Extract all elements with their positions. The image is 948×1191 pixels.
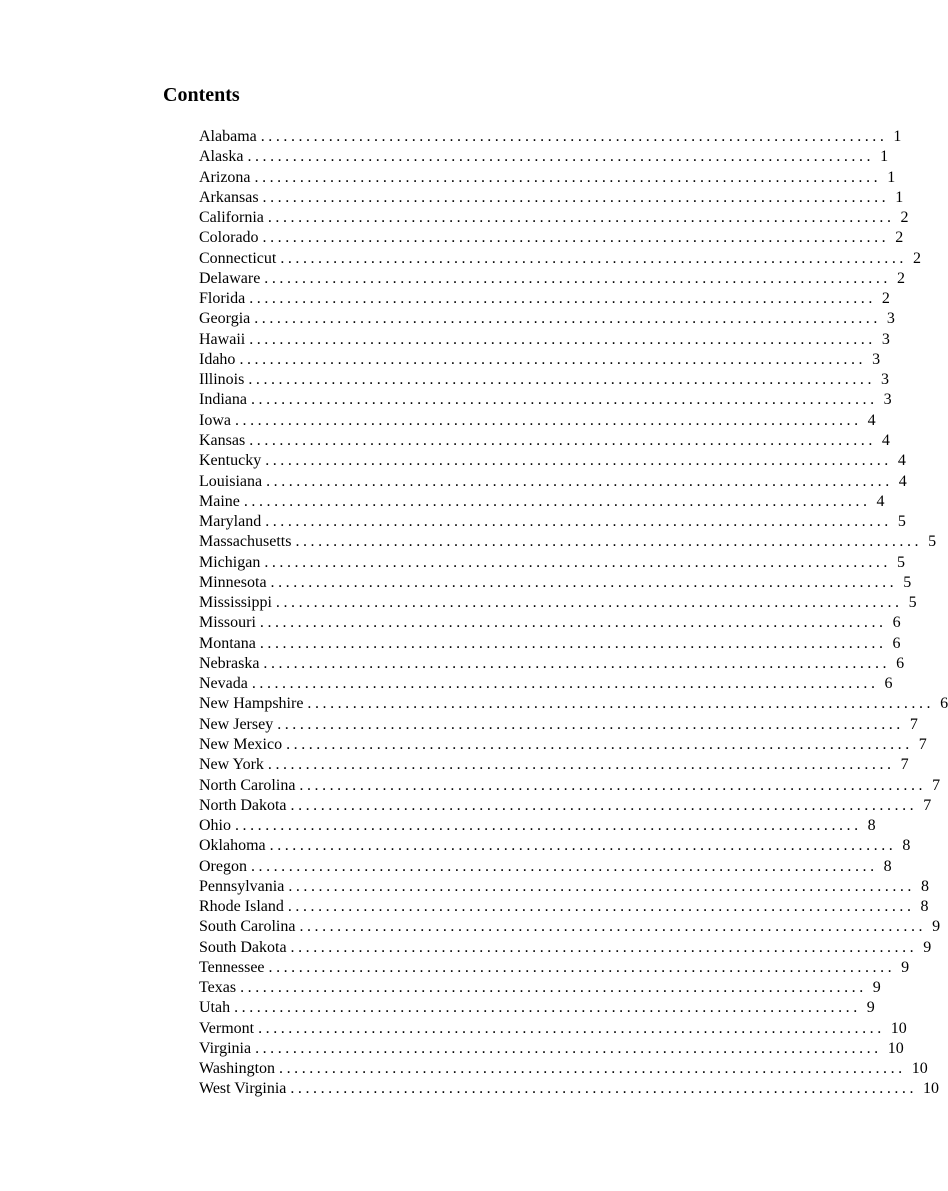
toc-entry-name: Louisiana: [199, 472, 263, 490]
toc-entry-name: Vermont: [199, 1019, 255, 1037]
toc-entry-page: 6: [896, 654, 905, 672]
toc-entry-name: Maryland: [199, 513, 262, 531]
toc-entry[interactable]: [199, 512, 906, 532]
toc-entry[interactable]: [199, 431, 890, 451]
toc-entry-page: 4: [876, 492, 885, 510]
toc-entry-name: Washington: [199, 1060, 276, 1078]
toc-entry[interactable]: [199, 553, 905, 573]
toc-entry[interactable]: [199, 1079, 940, 1099]
toc-entry-name: Idaho: [199, 350, 236, 368]
toc-entry-page: 3: [881, 330, 890, 348]
toc-leader: ...................................................................................: [254, 310, 881, 328]
toc-leader: ...................................................................................: [266, 472, 893, 490]
toc-leader: ...................................................................................: [249, 290, 876, 308]
toc-entry[interactable]: [199, 694, 948, 714]
toc-entry-name: Mississippi: [199, 594, 272, 612]
toc-leader: ...................................................................................: [267, 756, 895, 774]
toc-leader: ...................................................................................: [247, 148, 875, 166]
toc-entry[interactable]: [199, 816, 876, 836]
toc-leader: ...................................................................................: [262, 229, 890, 247]
toc-entry-page: 9: [872, 979, 881, 997]
toc-leader: ...................................................................................: [265, 452, 892, 470]
toc-entry[interactable]: [199, 857, 892, 877]
toc-entry-name: Montana: [199, 634, 256, 652]
toc-entry[interactable]: [199, 390, 892, 410]
toc-entry-name: Missouri: [199, 614, 256, 632]
toc-entry-name: North Carolina: [199, 776, 296, 794]
toc-entry[interactable]: [199, 897, 929, 917]
toc-leader: ...................................................................................: [250, 857, 878, 875]
toc-entry-page: 2: [896, 269, 905, 287]
toc-entry-name: South Dakota: [199, 938, 287, 956]
toc-entry-page: 3: [883, 391, 892, 409]
toc-leader: ...................................................................................: [243, 492, 871, 510]
toc-entry-name: Florida: [199, 290, 246, 308]
toc-entry[interactable]: [199, 269, 905, 289]
toc-entry-page: 3: [886, 310, 895, 328]
toc-entry-page: 6: [892, 614, 901, 632]
toc-leader: ...................................................................................: [290, 938, 918, 956]
toc-entry-name: Massachusetts: [199, 533, 292, 551]
toc-entry-page: 4: [897, 452, 906, 470]
toc-leader: ...................................................................................: [251, 675, 879, 693]
toc-leader: ...................................................................................: [295, 533, 923, 551]
toc-leader: ...................................................................................: [299, 918, 927, 936]
toc-entry[interactable]: [199, 836, 911, 856]
toc-entry-name: Colorado: [199, 229, 259, 247]
toc-leader: ...................................................................................: [239, 350, 867, 368]
toc-entry[interactable]: [199, 978, 881, 998]
toc-leader: ...................................................................................: [264, 269, 891, 287]
toc-entry[interactable]: [199, 958, 910, 978]
toc-entry[interactable]: [199, 654, 905, 674]
toc-entry-name: Nevada: [199, 675, 248, 693]
toc-entry-page: 7: [909, 715, 918, 733]
toc-leader: ...................................................................................: [288, 877, 915, 895]
toc-entry[interactable]: [199, 188, 904, 208]
toc-entry-page: 10: [887, 1039, 904, 1057]
toc-leader: ...................................................................................: [275, 594, 903, 612]
toc-entry-name: Iowa: [199, 411, 231, 429]
toc-entry-page: 9: [901, 958, 910, 976]
toc-entry-page: 10: [890, 1019, 907, 1037]
toc-entry[interactable]: [199, 755, 909, 775]
toc-entry-name: Arizona: [199, 168, 251, 186]
toc-entry-page: 8: [920, 898, 929, 916]
toc-entry-name: New Hampshire: [199, 695, 304, 713]
toc-leader: ...................................................................................: [250, 391, 878, 409]
toc-entry-page: 5: [903, 573, 912, 591]
toc-entry-page: 9: [932, 918, 941, 936]
toc-entry[interactable]: [199, 613, 901, 633]
toc-entry[interactable]: [199, 411, 876, 431]
toc-entry[interactable]: [199, 472, 907, 492]
toc-entry[interactable]: [199, 309, 895, 329]
toc-entry[interactable]: [199, 370, 889, 390]
toc-entry-name: Utah: [199, 999, 231, 1017]
toc-entry-name: Alabama: [199, 128, 257, 145]
toc-entry[interactable]: [199, 168, 896, 188]
toc-leader: ...................................................................................: [287, 898, 915, 916]
toc-entry[interactable]: [199, 249, 921, 269]
toc-entry[interactable]: [199, 735, 927, 755]
toc-entry-name: Minnesota: [199, 573, 267, 591]
toc-entry-page: 8: [883, 857, 892, 875]
toc-leader: ...................................................................................: [234, 999, 861, 1017]
toc-leader: ...................................................................................: [240, 979, 867, 997]
toc-entry-page: 2: [900, 209, 909, 227]
toc-entry-page: 9: [923, 938, 932, 956]
toc-leader: ...................................................................................: [255, 1039, 882, 1057]
toc-leader: ...................................................................................: [286, 735, 913, 753]
toc-entry-page: 4: [898, 472, 907, 490]
toc-entry-page: 5: [908, 594, 917, 612]
toc-entry[interactable]: [199, 228, 904, 248]
toc-entry-page: 10: [911, 1060, 928, 1078]
toc-leader: ...................................................................................: [260, 128, 888, 145]
toc-entry-name: Pennsylvania: [199, 877, 285, 895]
toc-leader: ...................................................................................: [249, 431, 876, 449]
toc-entry-page: 9: [866, 999, 875, 1017]
toc-entry-name: South Carolina: [199, 918, 296, 936]
toc-entry-page: 4: [881, 431, 890, 449]
toc-entry-name: West Virginia: [199, 1080, 287, 1098]
toc-entry-page: 2: [895, 229, 904, 247]
toc-entry-name: Oklahoma: [199, 837, 266, 855]
toc-entry-name: Maine: [199, 492, 240, 510]
toc-entry-page: 1: [895, 188, 904, 206]
toc-leader: ...................................................................................: [234, 411, 862, 429]
toc-leader: ...................................................................................: [290, 796, 918, 814]
toc-entry[interactable]: [199, 1019, 907, 1039]
toc-entry[interactable]: [199, 1039, 904, 1059]
toc-leader: ...................................................................................: [279, 1060, 906, 1078]
toc-leader: ...................................................................................: [280, 249, 907, 267]
toc-entry-page: 7: [918, 735, 927, 753]
toc-entry[interactable]: [199, 127, 902, 147]
toc-entry-name: Kansas: [199, 431, 246, 449]
toc-entry-name: Connecticut: [199, 249, 277, 267]
toc-entry[interactable]: [199, 877, 929, 897]
toc-entry-name: Hawaii: [199, 330, 246, 348]
toc-leader: ...................................................................................: [277, 715, 904, 733]
toc-entry[interactable]: [199, 998, 875, 1018]
toc-entry-name: Georgia: [199, 310, 251, 328]
toc-entry-page: 3: [881, 371, 889, 389]
toc-entry[interactable]: [199, 1059, 928, 1079]
toc-entry-name: North Dakota: [199, 796, 287, 814]
toc-leader: ...................................................................................: [259, 634, 887, 652]
toc-entry[interactable]: [199, 593, 917, 613]
toc-entry-name: Kentucky: [199, 452, 262, 470]
toc-entry[interactable]: [199, 776, 941, 796]
toc-entry[interactable]: [199, 208, 909, 228]
toc-entry-name: Texas: [199, 979, 237, 997]
toc-leader: ...................................................................................: [248, 371, 875, 389]
toc-entry-page: 7: [923, 796, 932, 814]
toc-leader: ...................................................................................: [259, 614, 887, 632]
toc-leader: ...................................................................................: [307, 695, 935, 713]
toc-leader: ...................................................................................: [264, 553, 891, 571]
toc-entry-name: New York: [199, 756, 264, 774]
toc-entry-name: Rhode Island: [199, 898, 284, 916]
toc-entry-page: 6: [884, 675, 893, 693]
toc-entry-name: Virginia: [199, 1039, 252, 1057]
toc-entry-page: 3: [872, 350, 881, 368]
toc-entry[interactable]: [199, 796, 932, 816]
toc-entry-name: Indiana: [199, 391, 247, 409]
toc-entry-page: 7: [932, 776, 941, 794]
toc-leader: ...................................................................................: [290, 1080, 918, 1098]
toc-entry-page: 5: [896, 553, 905, 571]
toc-entry-name: Tennessee: [199, 958, 265, 976]
toc-leader: ...................................................................................: [267, 209, 895, 227]
toc-entry-name: Delaware: [199, 269, 261, 287]
toc-leader: ...................................................................................: [262, 188, 890, 206]
toc-entry[interactable]: [199, 938, 932, 958]
toc-entry-name: California: [199, 209, 264, 227]
toc-entry[interactable]: [199, 330, 890, 350]
toc-entry[interactable]: [199, 289, 890, 309]
toc-entry-page: 2: [881, 290, 890, 308]
toc-entry[interactable]: [199, 917, 941, 937]
toc-entry-page: 8: [902, 837, 911, 855]
toc-entry-page: 1: [887, 168, 896, 186]
toc-list: [199, 127, 948, 1100]
toc-entry-name: Oregon: [199, 857, 247, 875]
toc-entry[interactable]: [199, 532, 937, 552]
toc-entry-name: Arkansas: [199, 188, 259, 206]
toc-entry[interactable]: [199, 492, 885, 512]
toc-entry-name: Nebraska: [199, 654, 260, 672]
toc-leader: ...................................................................................: [249, 330, 876, 348]
toc-leader: ...................................................................................: [270, 573, 898, 591]
toc-entry-page: 1: [880, 148, 889, 166]
toc-leader: ...................................................................................: [268, 958, 896, 976]
toc-entry-page: 1: [893, 128, 902, 145]
toc-entry[interactable]: [199, 674, 893, 694]
toc-entry[interactable]: [199, 573, 912, 593]
toc-entry-name: Ohio: [199, 817, 231, 835]
toc-entry-page: 5: [897, 513, 906, 531]
toc-heading: Contents: [163, 84, 240, 106]
toc-entry-name: New Jersey: [199, 715, 274, 733]
toc-entry-name: New Mexico: [199, 735, 283, 753]
toc-entry-page: 4: [867, 411, 876, 429]
toc-leader: ...................................................................................: [263, 654, 891, 672]
toc-entry-page: 6: [892, 634, 901, 652]
toc-entry[interactable]: [199, 634, 901, 654]
toc-entry-page: 6: [940, 695, 948, 713]
toc-entry-name: Illinois: [199, 371, 245, 389]
toc-entry[interactable]: [199, 350, 881, 370]
toc-leader: ...................................................................................: [265, 513, 892, 531]
toc-entry-page: 10: [923, 1080, 940, 1098]
toc-entry[interactable]: [199, 147, 889, 167]
toc-leader: ...................................................................................: [254, 168, 882, 186]
toc-entry-page: 7: [900, 756, 909, 774]
toc-leader: ...................................................................................: [258, 1019, 885, 1037]
toc-entry[interactable]: [199, 715, 918, 735]
toc-entry-name: Alaska: [199, 148, 244, 166]
toc-entry-page: 8: [867, 817, 876, 835]
toc-leader: ...................................................................................: [269, 837, 897, 855]
toc-leader: ...................................................................................: [299, 776, 927, 794]
toc-entry-page: 2: [912, 249, 921, 267]
toc-entry-page: 5: [928, 533, 937, 551]
toc-entry-name: Michigan: [199, 553, 261, 571]
toc-leader: ...................................................................................: [235, 817, 862, 835]
toc-entry[interactable]: [199, 451, 906, 471]
toc-entry-page: 8: [920, 877, 929, 895]
